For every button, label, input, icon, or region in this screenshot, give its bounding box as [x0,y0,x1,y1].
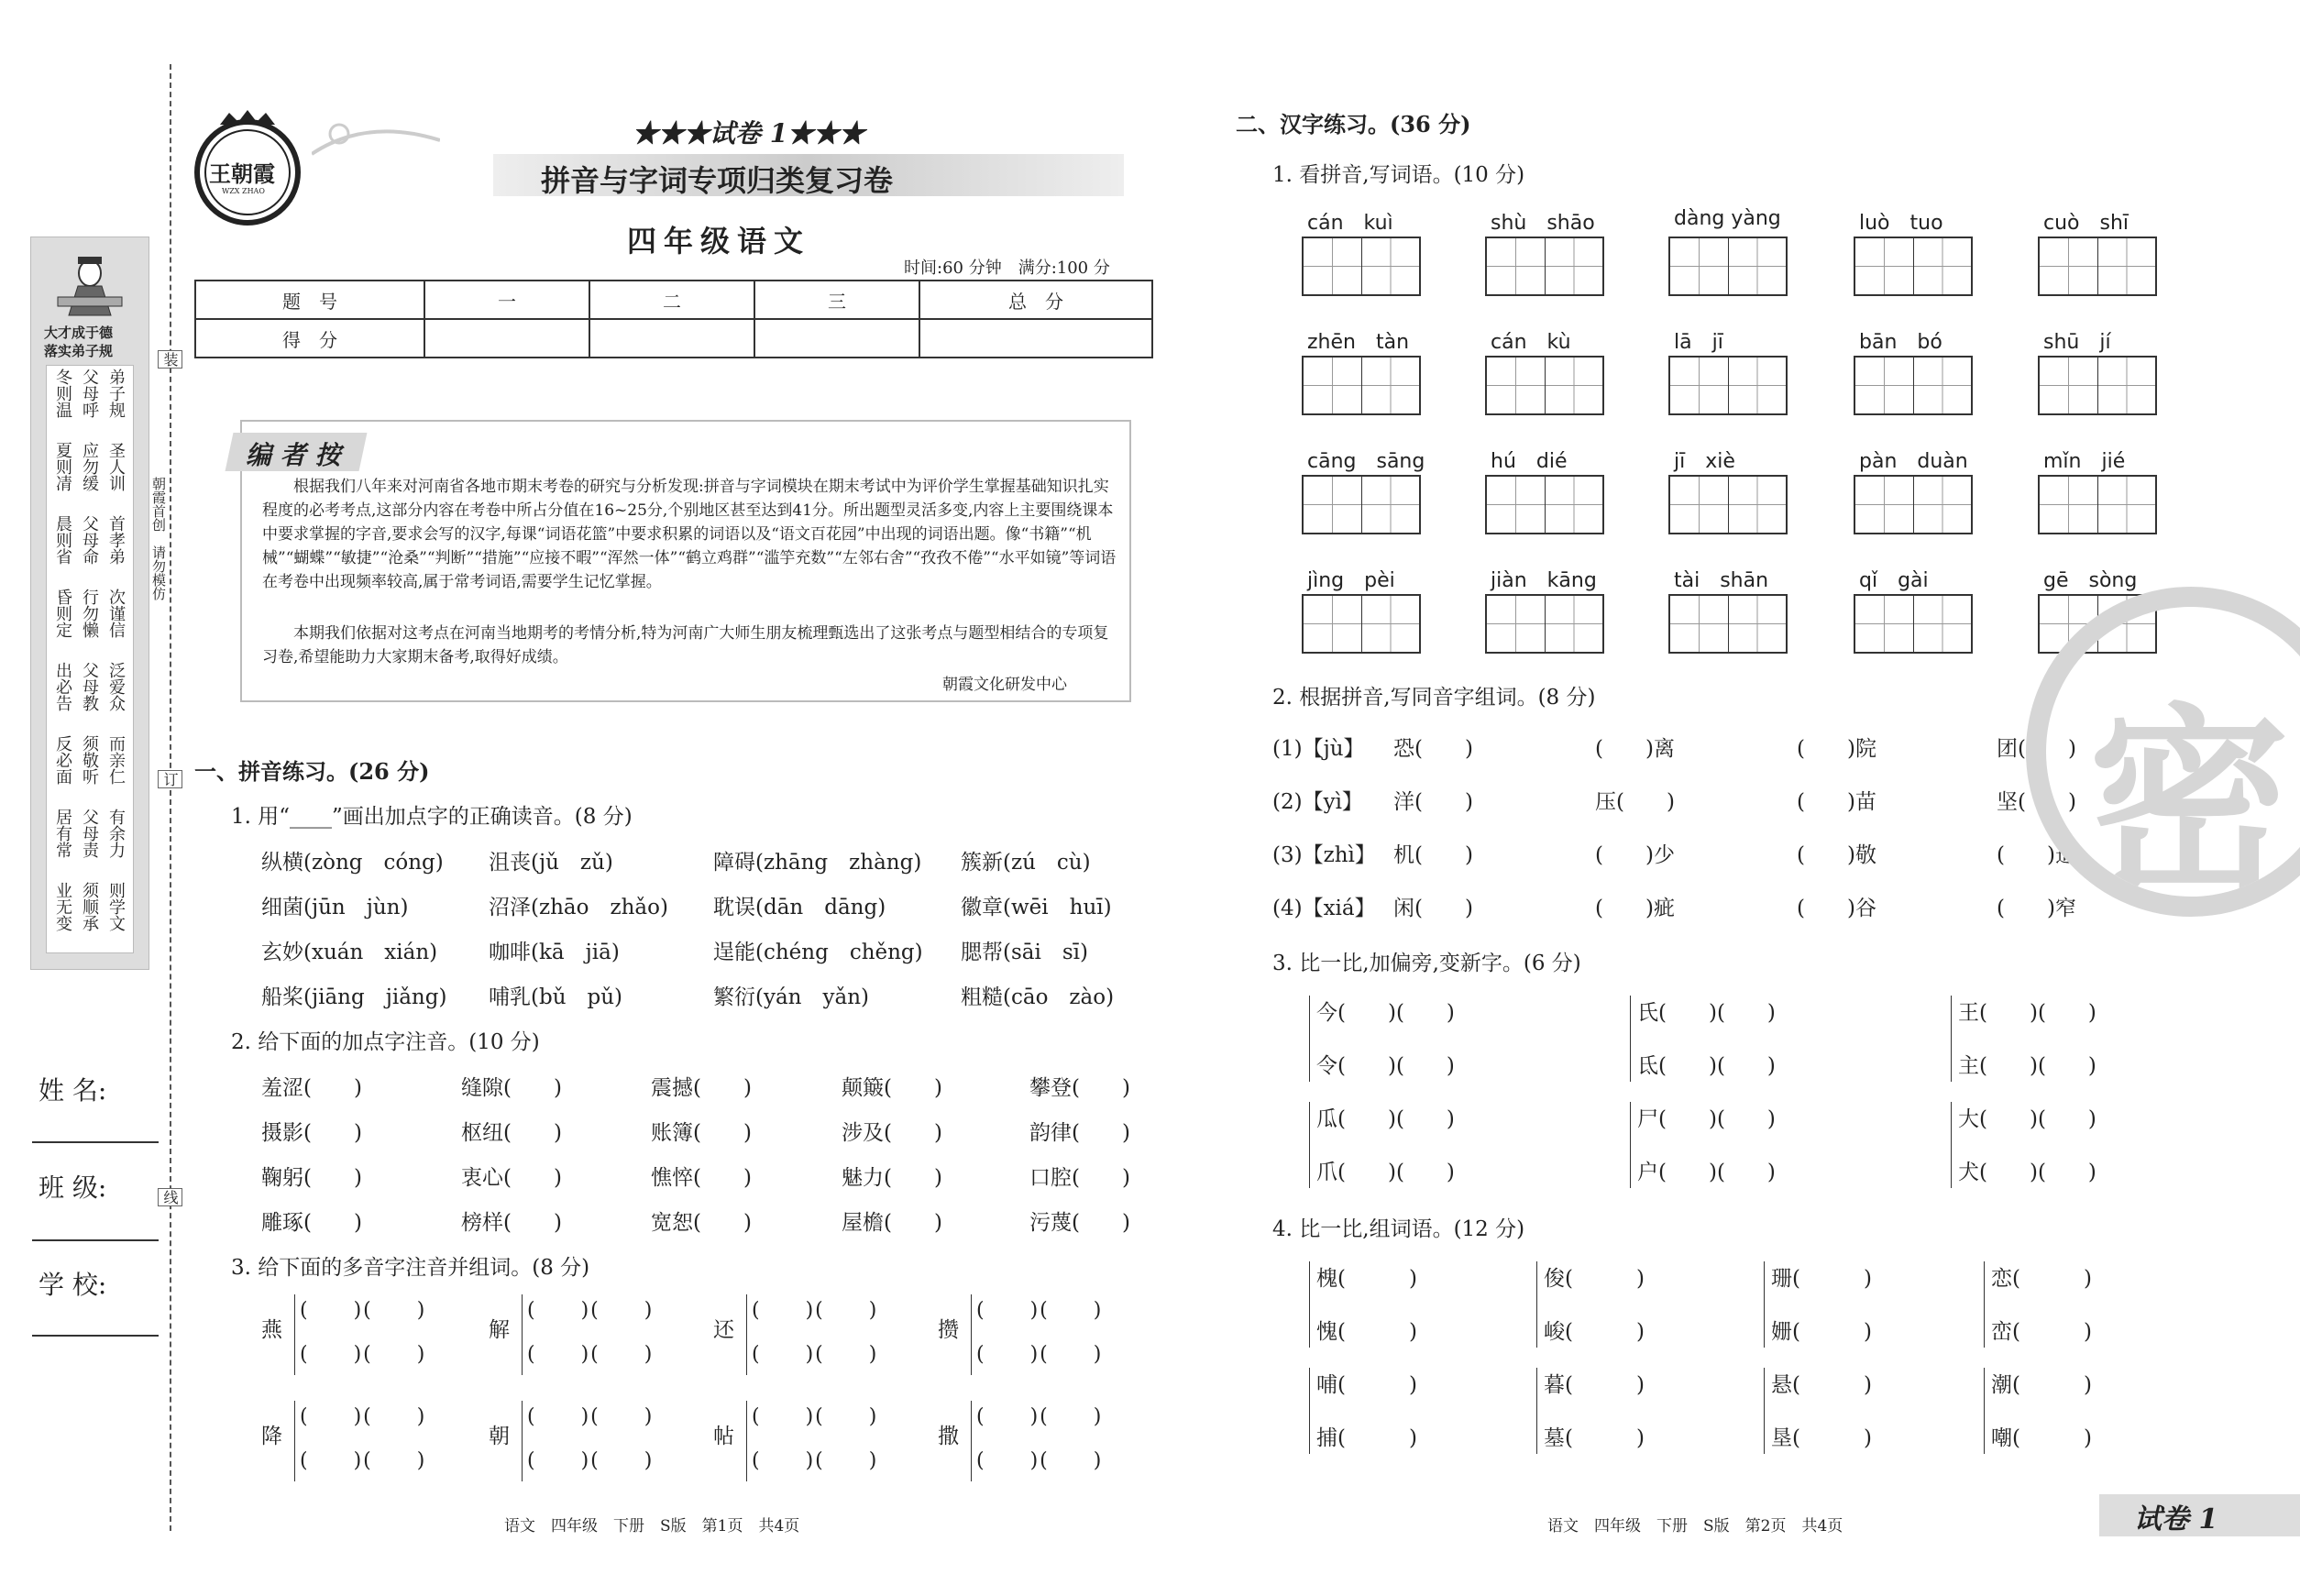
pinyin-label: cāng sāng [1307,450,1425,473]
q3-brace [294,1294,295,1375]
q3-blank[interactable]: ( )( ) [976,1405,1104,1428]
class-label: 班 级: [39,1172,107,1203]
tianzige-box[interactable] [1668,356,1788,415]
tianzige-cell[interactable] [1913,238,1972,294]
radical-item[interactable]: 今( )( ) [1316,1001,1455,1025]
radical-brace [1951,1102,1952,1188]
motto-top: 大才成于德 [44,325,114,341]
q3-blank[interactable]: ( )( ) [752,1299,879,1322]
tianzige-cell[interactable] [1487,358,1545,413]
tianzige-box[interactable] [2038,237,2157,296]
radical-item[interactable]: 户( )( ) [1637,1161,1776,1184]
compare-item[interactable]: 槐( ) [1316,1267,1417,1291]
q3-brace [971,1294,972,1375]
pinyin-label: cán kù [1491,331,1571,354]
poem-column: 居有常 [53,809,72,858]
tianzige-cell[interactable] [1728,596,1787,652]
poem-column: 业无变 [53,882,72,931]
q3-brace [294,1401,295,1481]
q1-item: 粗糙(cāo zào) [961,985,1115,1009]
page-title: 拼音与字词专项归类复习卷 [541,163,894,198]
pinyin-label: cán kuì [1307,212,1393,235]
q3-char: 降 [261,1425,282,1448]
q2-item: 颠簸( ) [842,1076,942,1100]
q1-item: 逞能(chéng chěng) [713,941,923,964]
homophone-blank[interactable]: ( )谷 [1797,897,1876,920]
score-cell-3[interactable] [754,319,919,358]
tianzige-box[interactable] [1302,594,1421,654]
tianzige-box[interactable] [1302,475,1421,534]
poem-column: 圣人训 [106,442,126,491]
q1-item: 玄妙(xuán xián) [261,941,438,964]
homophone-blank[interactable]: ( )院 [1797,737,1876,761]
tianzige-cell[interactable] [1361,358,1420,413]
q3-brace [746,1294,747,1375]
stamp-text: 密 [2088,684,2291,917]
poem-column: 夏则凊 [53,442,72,491]
radical-item[interactable]: 氏( )( ) [1637,1001,1776,1025]
tianzige-cell[interactable] [1855,358,1913,413]
editor-note-para-2: 本期我们依据对这考点在河南当地期考的考情分析,特为河南广大师生朋友梳理甄选出了这张考点与题型相结合的专项复习卷,希望能助力大家期末备考,取得好成绩。 [262,624,1109,666]
score-cell-1[interactable] [424,319,589,358]
poem-column: 则学文 [106,882,126,931]
poem-column: 晨则省 [53,515,72,565]
homophone-label: (3)【zhì】 [1272,843,1376,867]
pinyin-label: luò tuo [1859,212,1943,235]
class-line[interactable] [32,1239,159,1241]
q2-item: 雕琢( ) [261,1211,362,1235]
compare-item[interactable]: 墓( ) [1544,1426,1645,1450]
q3-blank[interactable]: ( )( ) [752,1405,879,1428]
q1-item: 腮帮(sāi sī) [961,941,1088,964]
binding-line [170,64,171,1531]
homophone-blank[interactable]: ( )少 [1595,843,1675,867]
radical-brace [1309,1102,1310,1188]
q3-char: 攒 [938,1318,959,1342]
q1-title: 1. 用“____”画出加点字的正确读音。(8 分) [231,805,633,829]
homophone-label: (1)【jù】 [1272,737,1365,761]
radical-brace [1309,996,1310,1082]
score-cell-2[interactable] [589,319,754,358]
homophone-blank[interactable]: ( )离 [1595,737,1675,761]
radical-item[interactable]: 爪( )( ) [1316,1161,1455,1184]
scholar-illustration [50,246,129,319]
compare-item[interactable]: 潮( ) [1991,1373,2092,1397]
poem-column: 须敬听 [80,735,99,785]
compare-item[interactable]: 峦( ) [1991,1320,2092,1344]
q2-item: 憔悴( ) [651,1166,752,1190]
tianzige-cell[interactable] [1913,358,1972,413]
poem-column: 冬则温 [53,369,72,418]
school-line[interactable] [32,1335,159,1337]
pinyin-label: qǐ gài [1859,569,1929,592]
tianzige-cell[interactable] [1670,358,1728,413]
tianzige-cell[interactable] [1304,238,1361,294]
tianzige-cell[interactable] [1361,596,1420,652]
tianzige-box[interactable] [1668,475,1788,534]
r4-title: 4. 比一比,组词语。(12 分) [1272,1217,1525,1241]
tianzige-box[interactable] [2038,356,2157,415]
score-header-3: 三 [754,281,919,319]
q3-char: 撒 [938,1425,959,1448]
q1-item: 船桨(jiāng jiǎng) [261,985,447,1009]
tianzige-cell[interactable] [1361,477,1420,533]
q2-item: 账簿( ) [651,1121,752,1145]
poem-column: 应勿缓 [80,442,99,491]
q3-blank[interactable]: ( )( ) [527,1449,655,1472]
radical-item[interactable]: 令( )( ) [1316,1054,1455,1078]
q3-brace [971,1401,972,1481]
q3-char: 还 [713,1318,734,1342]
compare-item[interactable]: 垦( ) [1771,1426,1872,1450]
tianzige-cell[interactable] [1304,477,1361,533]
tianzige-cell[interactable] [1728,238,1787,294]
tianzige-box[interactable] [2038,475,2157,534]
homophone-blank[interactable]: ( )敬 [1797,843,1876,867]
tianzige-box[interactable] [1668,237,1788,296]
pinyin-label: zhēn tàn [1307,331,1410,354]
homophone-blank[interactable]: ( )窄 [1997,897,2076,920]
pinyin-label: lā jī [1674,331,1723,354]
name-line[interactable] [32,1141,159,1143]
homophone-blank[interactable]: 机( ) [1393,843,1473,867]
tianzige-cell[interactable] [1913,477,1972,533]
tianzige-cell[interactable] [1855,596,1913,652]
poem-column: 有余力 [106,809,126,858]
pinyin-label: bān bó [1859,331,1942,354]
radical-brace [1630,1102,1631,1188]
compare-item[interactable]: 哺( ) [1316,1373,1417,1397]
banner-ribbon [312,117,440,159]
q1-item: 咖啡(kā jiā) [489,941,620,964]
tianzige-cell[interactable] [2040,477,2097,533]
editor-note-title: 编 者 按 [246,440,341,470]
homophone-blank[interactable]: 恐( ) [1393,737,1473,761]
tianzige-cell[interactable] [1304,358,1361,413]
tianzige-cell[interactable] [1670,238,1728,294]
tianzige-cell[interactable] [1670,477,1728,533]
compare-brace [1536,1368,1537,1454]
homophone-blank[interactable]: 闲( ) [1393,897,1473,920]
q2-item: 摄影( ) [261,1121,362,1145]
score-header-total: 总 分 [919,281,1152,319]
compare-item[interactable]: 俊( ) [1544,1267,1645,1291]
pinyin-label: jī xiè [1674,450,1735,473]
q3-blank[interactable]: ( )( ) [527,1299,655,1322]
q2-item: 震撼( ) [651,1076,752,1100]
tianzige-cell[interactable] [1487,477,1545,533]
q2-item: 韵律( ) [1029,1121,1130,1145]
q3-blank[interactable]: ( )( ) [300,1299,427,1322]
name-label: 姓 名: [39,1075,107,1106]
tianzige-box[interactable] [1485,594,1604,654]
q3-blank[interactable]: ( )( ) [976,1343,1104,1366]
q3-char: 解 [489,1318,510,1342]
homophone-blank[interactable]: ( )疵 [1595,897,1675,920]
section-2-title: 二、汉字练习。(36 分) [1236,111,1471,138]
score-header-1: 一 [424,281,589,319]
homophone-blank[interactable]: 坚( ) [1997,790,2076,814]
banner-stars: ★★★试卷 1★★★ [633,118,865,149]
pinyin-label: pàn duàn [1859,450,1968,473]
tianzige-cell[interactable] [1545,477,1603,533]
score-cell-total[interactable] [919,319,1152,358]
q3-blank[interactable]: ( )( ) [976,1299,1104,1322]
radical-item[interactable]: 大( )( ) [1958,1107,2096,1131]
editor-note-sign: 朝霞文化研发中心 [942,676,1067,694]
poem-column: 父母命 [80,515,99,565]
tianzige-cell[interactable] [1304,596,1361,652]
tianzige-cell[interactable] [1728,477,1787,533]
q3-char: 朝 [489,1425,510,1448]
tianzige-box[interactable] [1485,356,1604,415]
poem-column: 出必告 [53,662,72,711]
tianzige-box[interactable] [1485,475,1604,534]
q2-item: 攀登( ) [1029,1076,1130,1100]
homophone-blank[interactable]: 团( ) [1997,737,2076,761]
poem-column: 而亲仁 [106,735,126,785]
q1-item: 细菌(jūn jùn) [261,896,409,919]
binding-note-4: 线 [158,1188,182,1206]
tianzige-box[interactable] [1302,237,1421,296]
compare-item[interactable]: 恋( ) [1991,1267,2092,1291]
pinyin-label: jìng pèi [1307,569,1395,592]
q2-item: 缝隙( ) [461,1076,562,1100]
tianzige-cell[interactable] [1545,596,1603,652]
compare-brace [1536,1261,1537,1348]
q2-title: 2. 给下面的加点字注音。(10 分) [231,1030,540,1054]
tianzige-cell[interactable] [2040,238,2097,294]
pinyin-label: shù shāo [1491,212,1595,235]
radical-item[interactable]: 氐( )( ) [1637,1054,1776,1078]
tianzige-cell[interactable] [1487,238,1545,294]
r1-title: 1. 看拼音,写词语。(10 分) [1272,163,1525,187]
right-footer: 语文 四年级 下册 S版 第2页 共4页 [1547,1517,1843,1535]
q3-char: 帖 [713,1425,734,1448]
page-subtitle: 四年级语文 [627,224,811,259]
section-1-title: 一、拼音练习。(26 分) [194,758,430,785]
radical-item[interactable]: 瓜( )( ) [1316,1107,1455,1131]
tianzige-box[interactable] [1854,594,1973,654]
tianzige-cell[interactable] [1913,596,1972,652]
tianzige-cell[interactable] [2097,358,2156,413]
tianzige-box[interactable] [1854,237,1973,296]
tianzige-cell[interactable] [1487,596,1545,652]
pinyin-label: gē sòng [2043,569,2138,592]
tianzige-cell[interactable] [1728,358,1787,413]
time-score: 时间:60 分钟 满分:100 分 [904,259,1110,278]
q2-item: 污蔑( ) [1029,1211,1130,1235]
r2-title: 2. 根据拼音,写同音字组词。(8 分) [1272,686,1596,710]
corner-tag: 试卷 1 [2134,1503,2218,1535]
editor-note-para-1: 根据我们八年来对河南省各地市期末考卷的研究与分析发现:拼音与字词模块在期末考试中为评价学生掌握基础知识扎实程度的必考考点,这部分内容在考卷中所占分值在16~25分,个别地区甚至达到41分。所出题型灵活多变,内容上主要围绕课本中要求掌握的字音,要求会写的汉字,每课“词语花篮”中要求积累的词语以及“语文百花园”中出现的词语出题。像“书籍”“机械”“蝴蝶”“敏捷”“沧桑”“判断”“措施”“应接不暇”“浑然一体”“鹤立鸡群”“滥竽充数”“左邻右舍”“孜孜不倦”“水平如镜”等词语在考卷中出现频率较高,属于常考词语,需要学生记忆掌握。 [262,478,1117,591]
compare-item[interactable]: 悬( ) [1771,1373,1872,1397]
compare-brace [1764,1368,1765,1454]
motto-bottom: 落实弟子规 [44,343,114,359]
q3-char: 燕 [261,1318,282,1342]
q3-brace [522,1294,523,1375]
q3-blank[interactable]: ( )( ) [527,1405,655,1428]
tianzige-box[interactable] [1302,356,1421,415]
q2-item: 口腔( ) [1029,1166,1130,1190]
pinyin-label: hú dié [1491,450,1568,473]
q1-item: 障碍(zhāng zhàng) [713,851,922,875]
pinyin-label: shū jí [2043,331,2111,354]
score-header-2: 二 [589,281,754,319]
compare-brace [1309,1368,1310,1454]
poem-column: 反必面 [53,735,72,785]
tianzige-cell[interactable] [1545,358,1603,413]
tianzige-cell[interactable] [1545,238,1603,294]
compare-item[interactable]: 珊( ) [1771,1267,1872,1291]
poem-column: 行勿懒 [80,589,99,638]
compare-brace [1984,1368,1985,1454]
compare-item[interactable]: 嘲( ) [1991,1426,2092,1450]
tianzige-cell[interactable] [1855,477,1913,533]
q3-blank[interactable]: ( )( ) [300,1343,427,1366]
pinyin-label: tài shān [1674,569,1769,592]
tianzige-cell[interactable] [1855,238,1913,294]
q3-blank[interactable]: ( )( ) [527,1343,655,1366]
compare-item[interactable]: 捕( ) [1316,1426,1417,1450]
radical-item[interactable]: 主( )( ) [1958,1054,2096,1078]
q1-item: 耽误(dān dāng) [713,896,886,919]
q1-item: 沮丧(jǔ zǔ) [489,851,613,875]
pinyin-label: mǐn jié [2043,450,2126,473]
logo-subtext: WZX ZHAO [222,187,265,195]
pinyin-label: jiàn kāng [1491,569,1597,592]
poem-column: 弟子规 [106,369,126,418]
poem-column: 父母责 [80,809,99,858]
q1-item: 哺乳(bǔ pǔ) [489,985,623,1009]
r3-title: 3. 比一比,加偏旁,变新字。(6 分) [1272,952,1581,975]
q1-item: 沼泽(zhāo zhǎo) [489,896,668,919]
tianzige-box[interactable] [1854,475,1973,534]
binding-note-1: 装 [158,350,182,369]
q1-item: 簇新(zú cù) [961,851,1091,875]
poem-column: 昏则定 [53,589,72,638]
q3-blank[interactable]: ( )( ) [752,1343,879,1366]
poem-column: 须顺承 [80,882,99,931]
tianzige-box[interactable] [1485,237,1604,296]
poem-column: 泛爱众 [106,662,126,711]
poem-column: 父母教 [80,662,99,711]
radical-item[interactable]: 犬( )( ) [1958,1161,2096,1184]
tianzige-box[interactable] [1668,594,1788,654]
q2-item: 屋檐( ) [842,1211,942,1235]
score-header-label: 题 号 [195,281,424,319]
homophone-blank[interactable]: ( )造 [1997,843,2076,867]
q1-item: 纵横(zòng cóng) [261,851,444,875]
poem-columns [51,369,134,955]
q1-item: 徽章(wēi huī) [961,896,1112,919]
q3-title: 3. 给下面的多音字注音并组词。(8 分) [231,1256,590,1280]
radical-item[interactable]: 尸( )( ) [1637,1107,1776,1131]
tianzige-cell[interactable] [1670,596,1728,652]
q2-item: 魅力( ) [842,1166,942,1190]
tianzige-cell[interactable] [1361,238,1420,294]
score-table [194,280,1153,358]
compare-brace [1764,1261,1765,1348]
radical-item[interactable]: 王( )( ) [1958,1001,2096,1025]
compare-brace [1984,1261,1985,1348]
tianzige-cell[interactable] [2040,358,2097,413]
q2-item: 衷心( ) [461,1166,562,1190]
compare-item[interactable]: 姗( ) [1771,1320,1872,1344]
tianzige-cell[interactable] [2097,238,2156,294]
q3-brace [746,1401,747,1481]
binding-note-2: 朝霞首创 请勿模仿 [149,477,168,660]
poem-column: 首孝弟 [106,515,126,565]
compare-brace [1309,1261,1310,1348]
q3-blank[interactable]: ( )( ) [300,1449,427,1472]
q3-blank[interactable]: ( )( ) [300,1405,427,1428]
radical-brace [1951,996,1952,1082]
left-footer: 语文 四年级 下册 S版 第1页 共4页 [504,1517,800,1535]
q3-blank[interactable]: ( )( ) [976,1449,1104,1472]
q3-brace [522,1401,523,1481]
homophone-blank[interactable]: 洋( ) [1393,790,1473,814]
q2-item: 鞠躬( ) [261,1166,362,1190]
homophone-blank[interactable]: ( )苗 [1797,790,1876,814]
binding-note-3: 订 [158,770,182,788]
tianzige-box[interactable] [1854,356,1973,415]
q1-item: 繁衍(yán yǎn) [713,985,869,1009]
q2-item: 宽恕( ) [651,1211,752,1235]
radical-brace [1630,996,1631,1082]
q2-item: 榜样( ) [461,1211,562,1235]
q3-blank[interactable]: ( )( ) [752,1449,879,1472]
homophone-label: (2)【yì】 [1272,790,1363,814]
pinyin-label: dàng yàng [1674,207,1781,230]
tianzige-cell[interactable] [2097,477,2156,533]
score-row-label: 得 分 [195,319,424,358]
pinyin-label: cuò shī [2043,212,2129,235]
poem-column: 父母呼 [80,369,99,418]
homophone-label: (4)【xiá】 [1272,897,1376,920]
q2-item: 羞涩( ) [261,1076,362,1100]
q2-item: 枢纽( ) [461,1121,562,1145]
compare-item[interactable]: 愧( ) [1316,1320,1417,1344]
compare-item[interactable]: 峻( ) [1544,1320,1645,1344]
q2-item: 涉及( ) [842,1121,942,1145]
compare-item[interactable]: 暮( ) [1544,1373,1645,1397]
logo-text: 王朝霞 [209,160,275,187]
poem-column: 次谨信 [106,589,126,638]
school-label: 学 校: [39,1270,107,1300]
homophone-blank[interactable]: 压( ) [1595,790,1675,814]
